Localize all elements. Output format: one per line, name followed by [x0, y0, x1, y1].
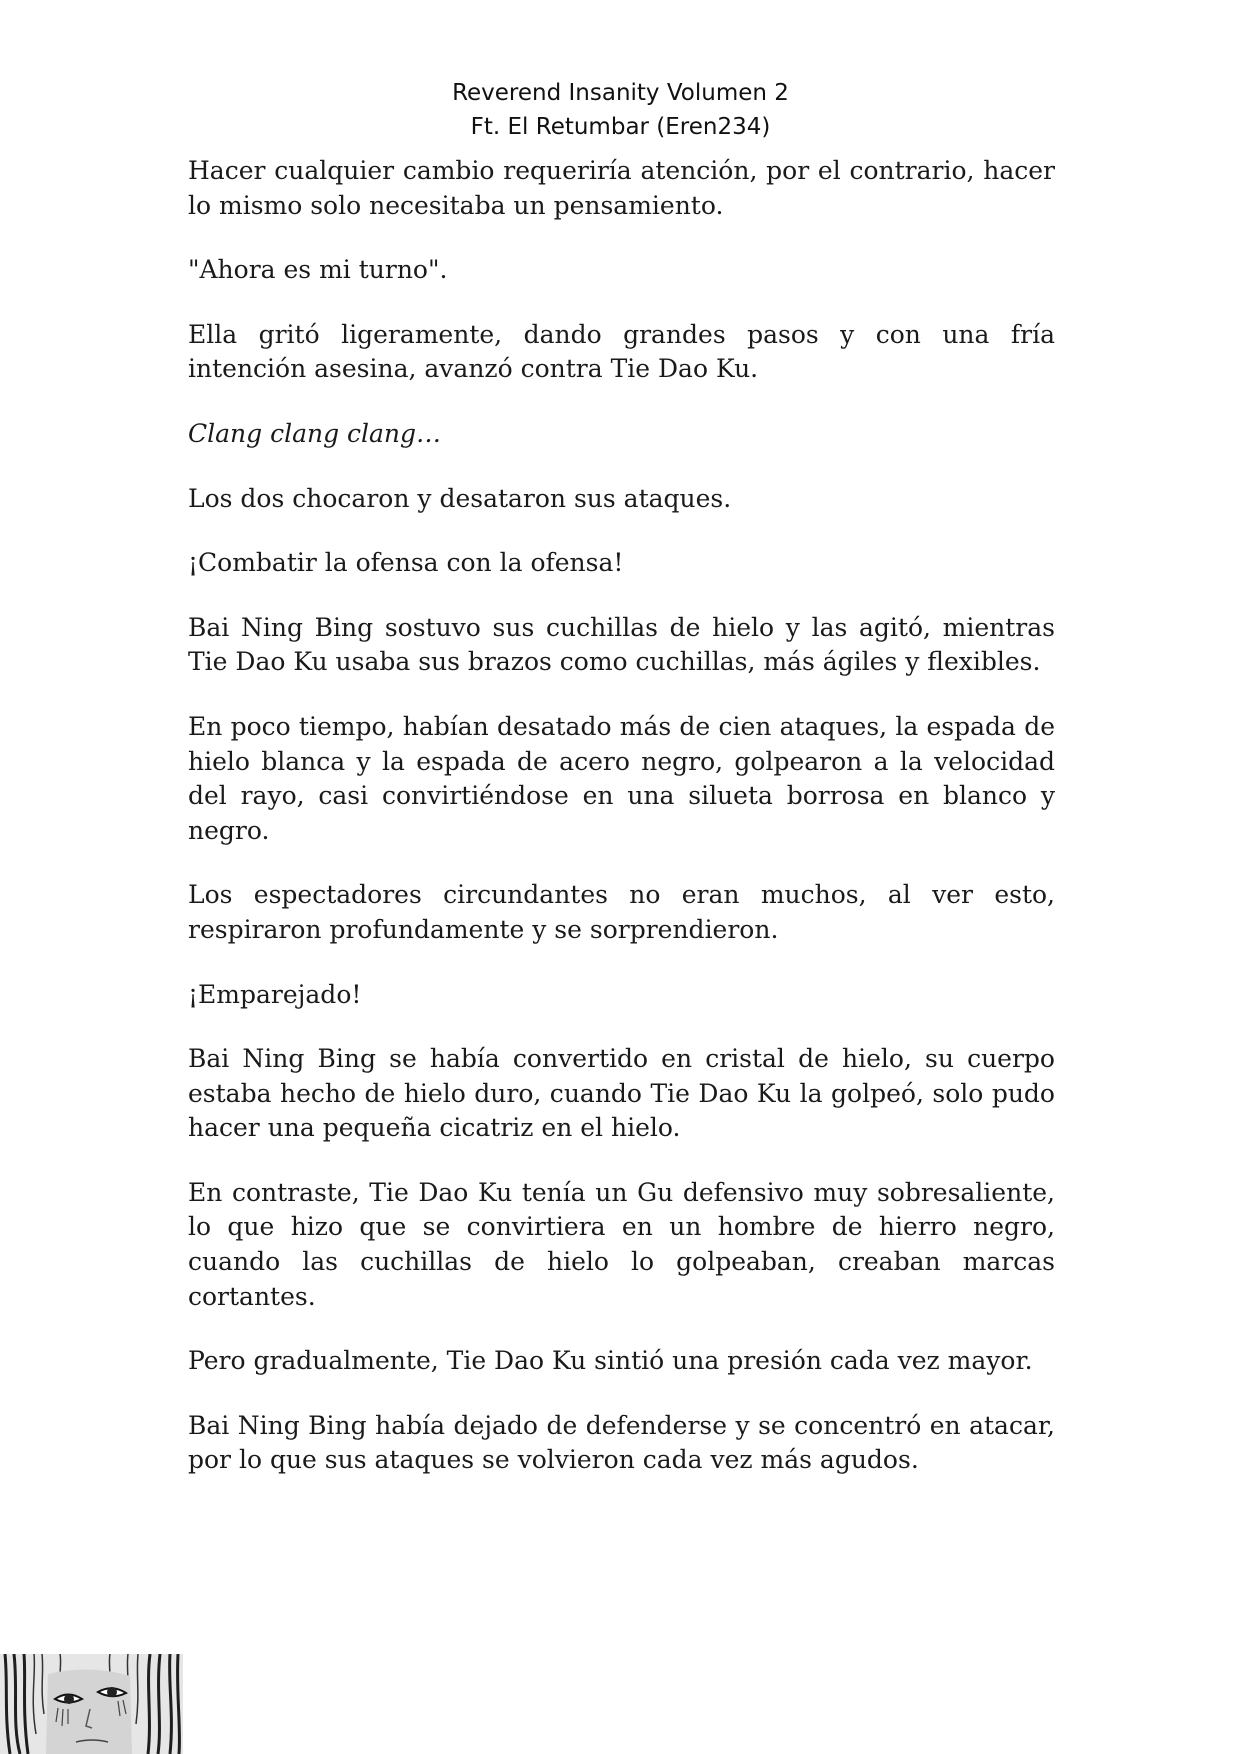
- paragraph-italic: Clang clang clang…: [188, 418, 442, 448]
- paragraph: Bai Ning Bing se había convertido en cristal de hielo, su cuerpo estaba hecho de hielo duro, cuando Tie Dao Ku la golpeó, solo pudo hacer una pequeña cicatriz en el hielo.: [188, 1044, 1055, 1143]
- paragraph: Ella gritó ligeramente, dando grandes pasos y con una fría intención asesina, avanzó contra Tie Dao Ku.: [188, 319, 1055, 384]
- paragraph: Bai Ning Bing sostuvo sus cuchillas de hielo y las agitó, mientras Tie Dao Ku usaba sus brazos como cuchillas, más ágiles y flexibles.: [188, 612, 1055, 677]
- paragraph: En poco tiempo, habían desatado más de cien ataques, la espada de hielo blanca y la espada de acero negro, golpearon a la velocidad del rayo, casi convirtiéndose en una silueta borrosa en blanco y negro.: [188, 711, 1055, 845]
- paragraph: ¡Emparejado!: [188, 979, 362, 1009]
- page-header: [0, 76, 1241, 144]
- document-body: [188, 154, 1055, 1508]
- header-title: Reverend Insanity Volumen 2: [452, 80, 789, 106]
- paragraph: Los espectadores circundantes no eran muchos, al ver esto, respiraron profundamente y se sorprendieron.: [188, 880, 1055, 944]
- manga-character-illustration-icon: [0, 1654, 183, 1754]
- paragraph: Los dos chocaron y desataron sus ataques.: [188, 483, 732, 513]
- paragraph: Pero gradualmente, Tie Dao Ku sintió una presión cada vez mayor.: [188, 1346, 1033, 1376]
- paragraph: ¡Combatir la ofensa con la ofensa!: [188, 548, 624, 578]
- paragraph: En contraste, Tie Dao Ku tenía un Gu defensivo muy sobresaliente, lo que hizo que se convirtiera en un hombre de hierro negro, cuando las cuchillas de hielo lo golpeaban, creaban marcas cortantes.: [188, 1177, 1055, 1311]
- header-subtitle: Ft. El Retumbar (Eren234): [470, 114, 771, 140]
- paragraph: Bai Ning Bing había dejado de defenderse y se concentró en atacar, por lo que sus ataques se volvieron cada vez más agudos.: [188, 1410, 1055, 1475]
- paragraph: Hacer cualquier cambio requeriría atención, por el contrario, hacer lo mismo solo necesitaba un pensamiento.: [188, 156, 1055, 220]
- paragraph: "Ahora es mi turno".: [188, 255, 448, 285]
